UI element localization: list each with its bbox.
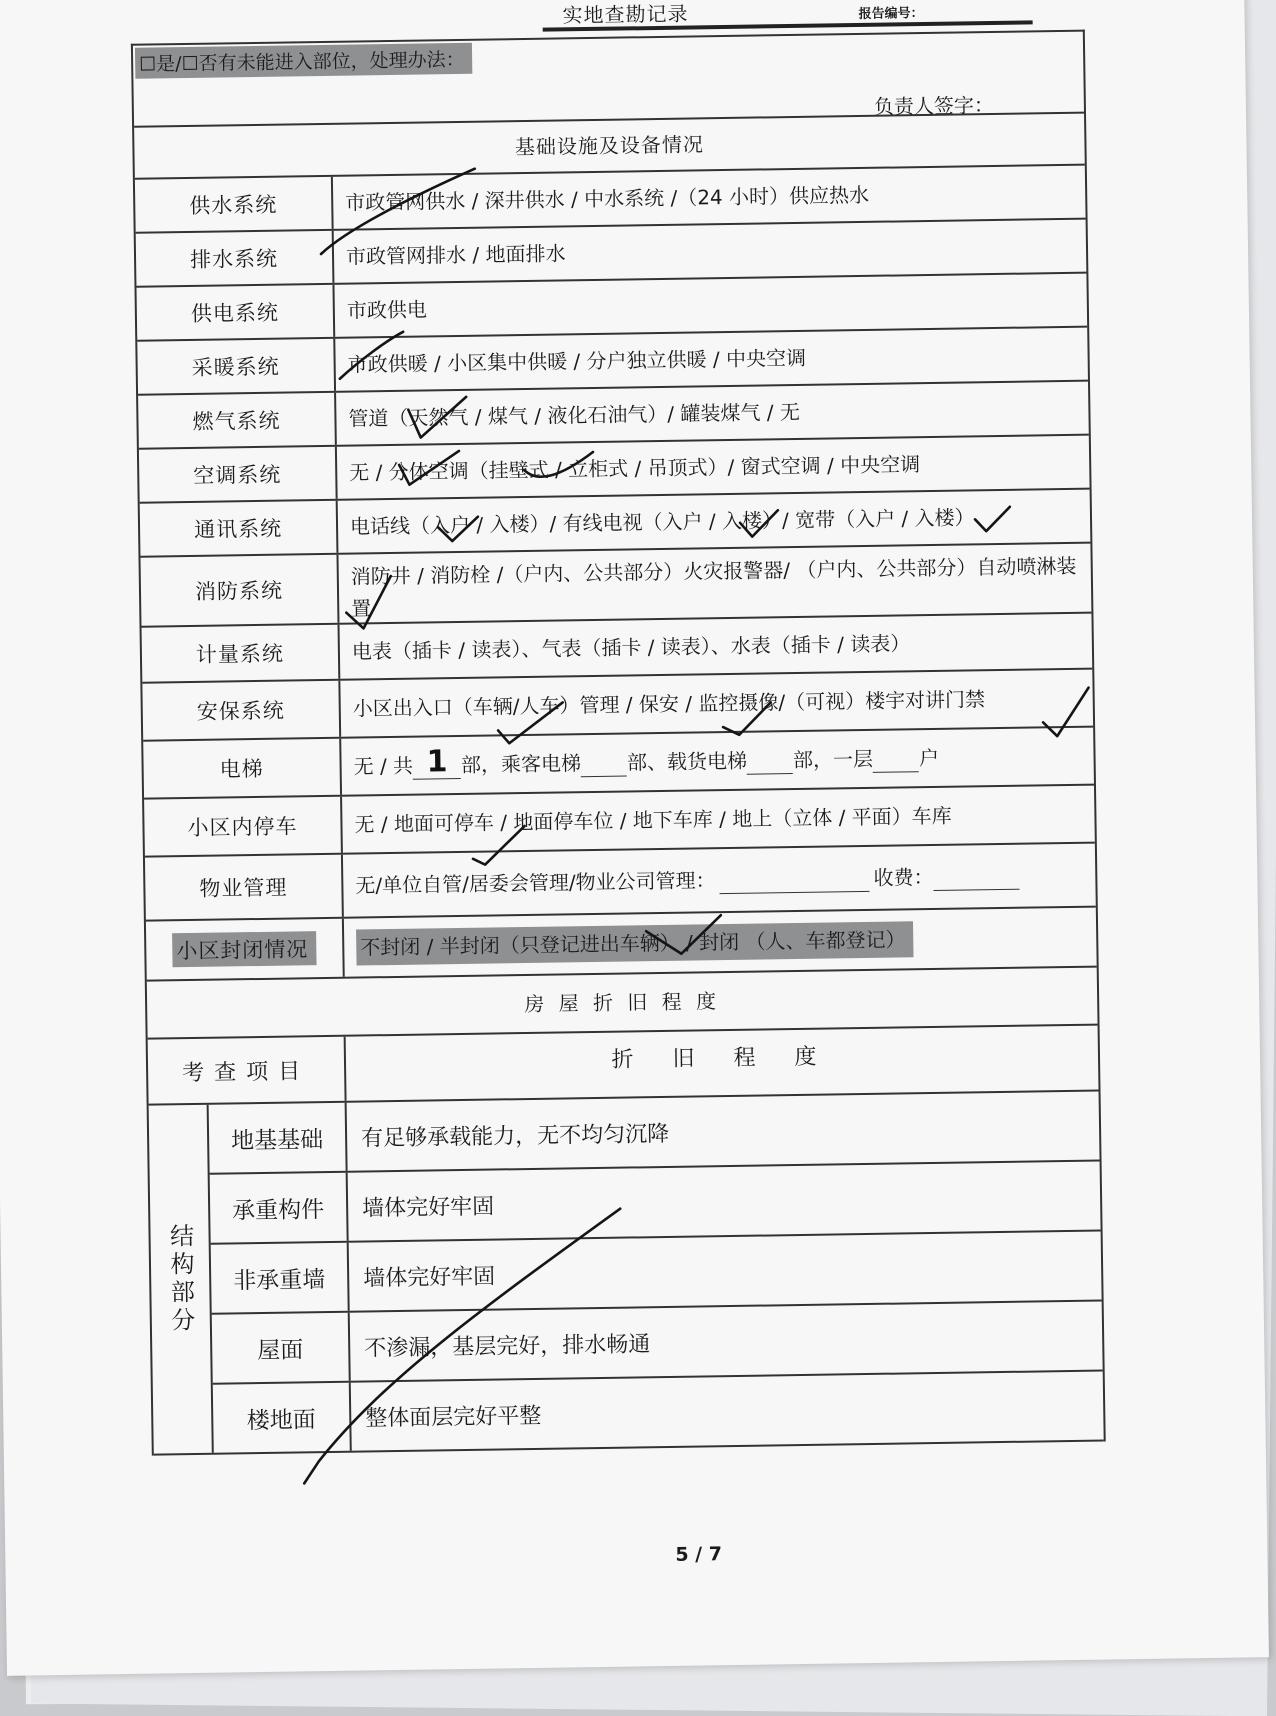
elevator-text: 部、载货电梯 — [626, 748, 748, 775]
item-value: 墙体完好牢固 — [361, 1194, 495, 1221]
table-row — [213, 1372, 1104, 1453]
depreciation-title: 房 屋 折 旧 程 度 — [147, 968, 1098, 1040]
freight-elevator-blank — [747, 747, 793, 775]
row-value: 消防井 / 消防栓 /（户内、公共部分）火灾报警器/ （户内、公共部分）自动喷淋装置 — [350, 553, 1077, 621]
table-row — [209, 1092, 1100, 1175]
row-label: 电梯 — [143, 739, 342, 798]
row-label: 排水系统 — [136, 231, 335, 286]
property-options: 无/单位自管/居委会管理/物业公司管理： — [355, 868, 716, 898]
row-label: 消防系统 — [140, 555, 339, 626]
row-value: 市政管网排水 / 地面排水 — [345, 241, 566, 269]
document-title: 实地查勘记录 — [562, 1, 689, 28]
row-value: 电话线（入户 / 入楼）/ 有线电视（入户 / 入楼）/ 宽带（入户 / 入楼） — [349, 505, 975, 539]
row-value: 无 / 分体空调（挂壁式 / 立柜式 / 吊顶式）/ 窗式空调 / 中央空调 — [349, 452, 921, 485]
access-note — [133, 32, 1084, 128]
row-value: 市政供暖 / 小区集中供暖 / 分户独立供暖 / 中央空调 — [347, 345, 807, 377]
access-question: ☐是/☐否有未能进入部位，处理办法： — [135, 43, 473, 79]
item-value: 整体面层完好平整 — [365, 1403, 542, 1431]
row-label: 通讯系统 — [140, 501, 339, 556]
elevator-text: 部，一层 — [792, 746, 874, 773]
row-label: 计量系统 — [142, 625, 341, 682]
elevator-prefix: 无 / 共 — [353, 753, 414, 779]
row-label: 供水系统 — [135, 177, 334, 232]
elevator-count: 1 — [426, 743, 448, 779]
item-label: 非承重墙 — [211, 1243, 350, 1313]
facilities-title: 基础设施及设备情况 — [134, 114, 1085, 180]
elevator-text: 部，乘客电梯 — [460, 751, 582, 777]
row-value — [344, 908, 1097, 977]
closure-value: 不封闭 / 半封闭（只登记进出车辆） / 封闭 （人、车都登记） — [356, 921, 914, 965]
structure-group-label: 结构部分 — [149, 1105, 214, 1454]
structure-items — [209, 1092, 1104, 1453]
units-per-floor-blank — [873, 745, 919, 773]
table-row — [210, 1162, 1101, 1245]
fee-label: 收费： — [873, 864, 934, 890]
row-label: 小区内停车 — [144, 797, 343, 856]
property-company-blank — [719, 864, 869, 893]
item-label: 地基基础 — [209, 1103, 348, 1173]
table-row — [211, 1232, 1102, 1315]
signature-label: 负责人签字： — [873, 93, 995, 119]
row-value: 无 / 地面可停车 / 地面停车位 / 地下车库 / 地上（立体 / 平面）车库 — [354, 803, 952, 837]
row-label: 供电系统 — [136, 285, 335, 340]
item-header: 考查项目 — [148, 1037, 347, 1104]
row-label: 空调系统 — [139, 447, 338, 502]
row-label: 燃气系统 — [138, 393, 337, 448]
closure-label: 小区封闭情况 — [172, 931, 316, 967]
row-label: 采暖系统 — [137, 339, 336, 394]
item-label: 屋面 — [212, 1313, 351, 1383]
row-value: 电表（插卡 / 读表）、气表（插卡 / 读表）、水表（插卡 / 读表） — [351, 631, 911, 664]
fee-blank — [933, 862, 1019, 890]
item-value: 墙体完好牢固 — [363, 1264, 496, 1291]
row-value — [343, 844, 1096, 917]
elevator-text: 户 — [918, 745, 940, 771]
table-row — [212, 1302, 1103, 1385]
structure-section — [149, 1092, 1104, 1456]
report-number-label: 报告编号： — [858, 6, 924, 22]
row-label: 物业管理 — [145, 855, 344, 920]
elevator-count-blank — [413, 743, 461, 779]
item-value: 不渗漏，基层完好，排水畅通 — [364, 1331, 651, 1361]
row-value: 管道（天然气 / 煤气 / 液化石油气）/ 罐装煤气 / 无 — [348, 399, 801, 431]
row-label — [146, 919, 345, 980]
row-value: 市政管网供水 / 深井供水 / 中水系统 /（24 小时）供应热水 — [345, 182, 870, 215]
row-label: 安保系统 — [142, 681, 341, 740]
row-value: 市政供电 — [346, 297, 428, 323]
item-label: 承重构件 — [210, 1173, 349, 1243]
passenger-elevator-blank — [581, 749, 627, 777]
row-value — [341, 728, 1094, 795]
page-number: 5 / 7 — [675, 1543, 723, 1566]
item-label: 楼地面 — [213, 1383, 352, 1453]
survey-form — [131, 30, 1106, 1456]
degree-header: 折 旧 程 度 — [611, 1044, 833, 1073]
item-value: 有足够承载能力，无不均匀沉降 — [360, 1121, 670, 1152]
row-value: 小区出入口（车辆/人车）管理 / 保安 / 监控摄像/（可视）楼宇对讲门禁 — [352, 687, 986, 721]
